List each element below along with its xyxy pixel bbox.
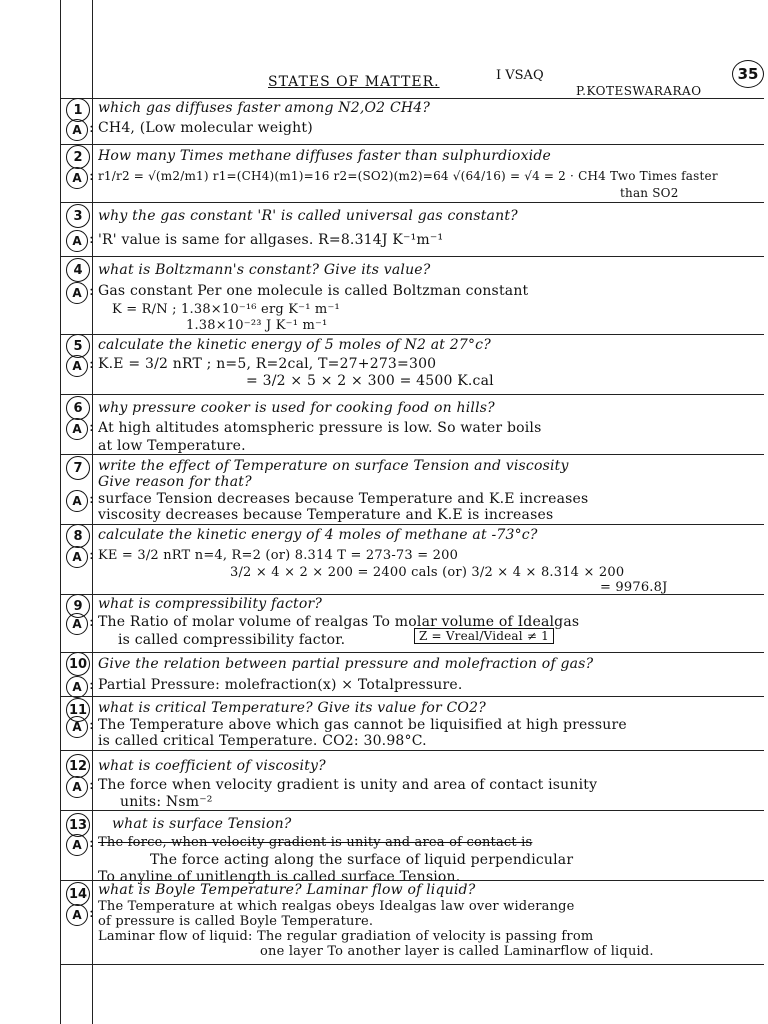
question-text: How many Times methane diffuses faster than sulphurdioxide [98, 148, 551, 164]
answer-text: is called critical Temperature. CO2: 30.98°C. [98, 733, 427, 749]
question-text: calculate the kinetic energy of 5 moles of N2 at 27°c? [98, 337, 491, 353]
ruled-line [60, 750, 764, 751]
answer-marker: A [66, 904, 88, 926]
answer-text: To anyline of unitlength is called surface Tension. [98, 869, 461, 885]
answer-text: Partial Pressure: molefraction(x) × Totalpressure. [98, 677, 463, 693]
ruled-line [60, 964, 764, 965]
ruled-line [60, 202, 764, 203]
answer-text: The force acting along the surface of liquid perpendicular [150, 852, 574, 868]
answer-marker: A [66, 834, 88, 856]
question-text: what is coefficient of viscosity? [98, 758, 326, 774]
question-number: 3 [66, 204, 90, 228]
answer-text: CH4, (Low molecular weight) [98, 120, 313, 136]
answer-marker: A [66, 776, 88, 798]
question-text: what is critical Temperature? Give its value for CO2? [98, 700, 486, 716]
answer-marker: A [66, 418, 88, 440]
answer-text: = 3/2 × 5 × 2 × 300 = 4500 K.cal [246, 373, 494, 389]
answer-marker: A [66, 167, 88, 189]
question-number: 1 [66, 98, 90, 122]
answer-marker: A [66, 613, 88, 635]
answer-marker: A [66, 119, 88, 141]
left-margin-line [60, 0, 61, 1024]
ruled-line [60, 144, 764, 145]
question-number: 10 [66, 652, 90, 676]
answer-text: The Temperature at which realgas obeys Idealgas law over widerange [98, 899, 575, 914]
question-text: write the effect of Temperature on surface Tension and viscosity [98, 458, 569, 474]
question-text: what is Boltzmann's constant? Give its value? [98, 262, 431, 278]
answer-text: than SO2 [620, 186, 679, 200]
answer-margin-line [92, 0, 93, 1024]
question-number: 8 [66, 524, 90, 548]
question-number: 7 [66, 456, 90, 480]
answer-text: K = R/N ; 1.38×10⁻¹⁶ erg K⁻¹ m⁻¹ [112, 302, 340, 317]
page-header [0, 64, 768, 98]
question-type-tag: I VSAQ [496, 68, 544, 83]
answer-marker: A [66, 546, 88, 568]
answer-text: At high altitudes atomspheric pressure is low. So water boils [98, 420, 542, 436]
question-number: 6 [66, 396, 90, 420]
question-number: 4 [66, 258, 90, 282]
answer-marker: A [66, 230, 88, 252]
ruled-line [60, 880, 764, 881]
answer-marker: A [66, 676, 88, 698]
answer-text: K.E = 3/2 nRT ; n=5, R=2cal, T=27+273=300 [98, 356, 437, 372]
question-number: 14 [66, 882, 90, 906]
ruled-line [60, 524, 764, 525]
question-number: 2 [66, 145, 90, 169]
answer-text: Gas constant Per one molecule is called Boltzman constant [98, 283, 529, 299]
answer-text: The Temperature above which gas cannot be liquisified at high pressure [98, 717, 627, 733]
question-number: 9 [66, 594, 90, 618]
question-number: 11 [66, 698, 90, 722]
page-number: 35 [732, 60, 764, 88]
compressibility-formula: Z = Vreal/Videal ≠ 1 [414, 628, 554, 644]
answer-marker: A [66, 490, 88, 512]
ruled-line [60, 256, 764, 257]
answer-marker: A [66, 355, 88, 377]
answer-text: surface Tension decreases because Temperature and K.E increases [98, 491, 589, 507]
ruled-line [60, 652, 764, 653]
answer-text: The force when velocity gradient is unity and area of contact isunity [98, 777, 598, 793]
answer-text: 3/2 × 4 × 2 × 200 = 2400 cals (or) 3/2 × 4 × 8.314 × 200 [230, 565, 625, 580]
ruled-line [60, 594, 764, 595]
answer-text: Laminar flow of liquid: The regular gradiation of velocity is passing from [98, 929, 594, 944]
answer-text: 1.38×10⁻²³ J K⁻¹ m⁻¹ [186, 318, 328, 333]
question-text: Give the relation between partial pressure and molefraction of gas? [98, 656, 594, 672]
answer-text: viscosity decreases because Temperature and K.E is increases [98, 507, 554, 523]
ruled-line [60, 810, 764, 811]
ruled-line [60, 696, 764, 697]
answer-text: units: Nsm⁻² [120, 794, 213, 810]
answer-text: The Ratio of molar volume of realgas To molar volume of Idealgas [98, 614, 580, 630]
answer-text: at low Temperature. [98, 438, 246, 454]
answer-text: 'R' value is same for allgases. R=8.314J K⁻¹m⁻¹ [98, 232, 444, 248]
answer-text: is called compressibility factor. [118, 632, 346, 648]
answer-text: of pressure is called Boyle Temperature. [98, 914, 374, 929]
notebook-page: STATES OF MATTER. I VSAQ P.KOTESWARARAO 35 1 which gas diffuses faster among N2,O2 CH4? A : CH4, (Low molecular weight) 2 How many Times methane diffuses faster than sulphurdioxide A : r1/r2 = √(m2/m1) r1=(CH4)(m1)=16 r2=(SO2)(m2)=64 √(64/16) = √4 = 2 · CH4 Two Times faster than SO2 3 why the gas constant 'R' is called universal gas constant? A : 'R' value is same for allgases. R=8.314J K⁻¹m⁻¹ 4 what is Boltzmann's constant? Give its value? A : Gas constant Per one molecule is called Boltzman constant K = R/N ; 1.38×10⁻¹⁶ erg K⁻¹ m⁻¹ 1.38×10⁻²³ J K⁻¹ m⁻¹ 5 calculate the kinetic energy of 5 moles of N2 at 27°c? A : K.E = 3/2 nRT ; n=5, R=2cal, T=27+273=300 = 3/2 × 5 × 2 × 300 = 4500 K.cal 6 why pressure cooker is used for cooking food on hills? A : At high altitudes atomspheric pressure is low. So water boils at low Temperature. 7 write the effect of Temperature on surface Tension and viscosity Give reason for that? A : surface Tension decreases because Temperature and K.E increases viscosity decreases because Temperature and K.E is increases 8 calculate the kinetic energy of 4 moles of methane at -73°c? A : KE = 3/2 nRT n=4, R=2 (or) 8.314 T = 273-73 = 200 3/2 × 4 × 2 × 200 = 2400 cals (or) 3/2 × 4 × 8.314 × 200 = 9976.8J 9 what is compressibility factor? A : The Ratio of molar volume of realgas To molar volume of Idealgas is called compressibility factor. Z = Vreal/Videal ≠ 1 10 Give the relation between partial pressure and molefraction of gas? A : Partial Pressure: molefraction(x) × Totalpressure. 11 what is critical Temperature? Give its value for CO2? A : The Temperature above which gas cannot be liquisified at high pressure is called critical Temperature. CO2: 30.98°C. 12 what is coefficient of viscosity? A : The force when velocity gradient is unity and area of contact isunity units: Nsm⁻² 13 what is surface Tension? A : The force, when velocity gradient is unity and area of contact is The force acting along the surface of liquid perpendicular To anyline of unitlength is called surface Tension. 14 what is Boyle Temperature? Laminar flow of liquid? A : The Temperature at which realgas obeys Idealgas law over widerange of pressure is called Boyle Temperature. Laminar flow of liquid: The regular gradiation of velocity is passing from one layer To another layer is called Laminarflow of liquid. [0, 0, 768, 1024]
ruled-line [60, 454, 764, 455]
question-text: what is compressibility factor? [98, 596, 323, 612]
question-text: calculate the kinetic energy of 4 moles of methane at -73°c? [98, 527, 538, 543]
answer-text: KE = 3/2 nRT n=4, R=2 (or) 8.314 T = 273-73 = 200 [98, 548, 459, 563]
question-text: Give reason for that? [98, 474, 252, 490]
question-text: what is Boyle Temperature? Laminar flow of liquid? [98, 882, 476, 898]
question-text: why the gas constant 'R' is called universal gas constant? [98, 208, 518, 224]
ruled-line [60, 98, 764, 99]
question-text: which gas diffuses faster among N2,O2 CH4? [98, 100, 431, 116]
answer-text: one layer To another layer is called Laminarflow of liquid. [260, 944, 654, 959]
question-number: 13 [66, 813, 90, 837]
page-title: STATES OF MATTER. [268, 74, 440, 90]
answer-marker: A [66, 282, 88, 304]
answer-text: r1/r2 = √(m2/m1) r1=(CH4)(m1)=16 r2=(SO2)(m2)=64 √(64/16) = √4 = 2 · CH4 Two Times faster [98, 169, 718, 183]
answer-marker: A [66, 716, 88, 738]
author-name: P.KOTESWARARAO [576, 84, 702, 98]
answer-text: = 9976.8J [600, 580, 668, 595]
question-number: 12 [66, 754, 90, 778]
ruled-line [60, 394, 764, 395]
struck-out-text: The force, when velocity gradient is unity and area of contact is [98, 835, 533, 850]
question-text: why pressure cooker is used for cooking food on hills? [98, 400, 495, 416]
question-text: what is surface Tension? [112, 816, 292, 832]
question-number: 5 [66, 334, 90, 358]
ruled-line [60, 334, 764, 335]
